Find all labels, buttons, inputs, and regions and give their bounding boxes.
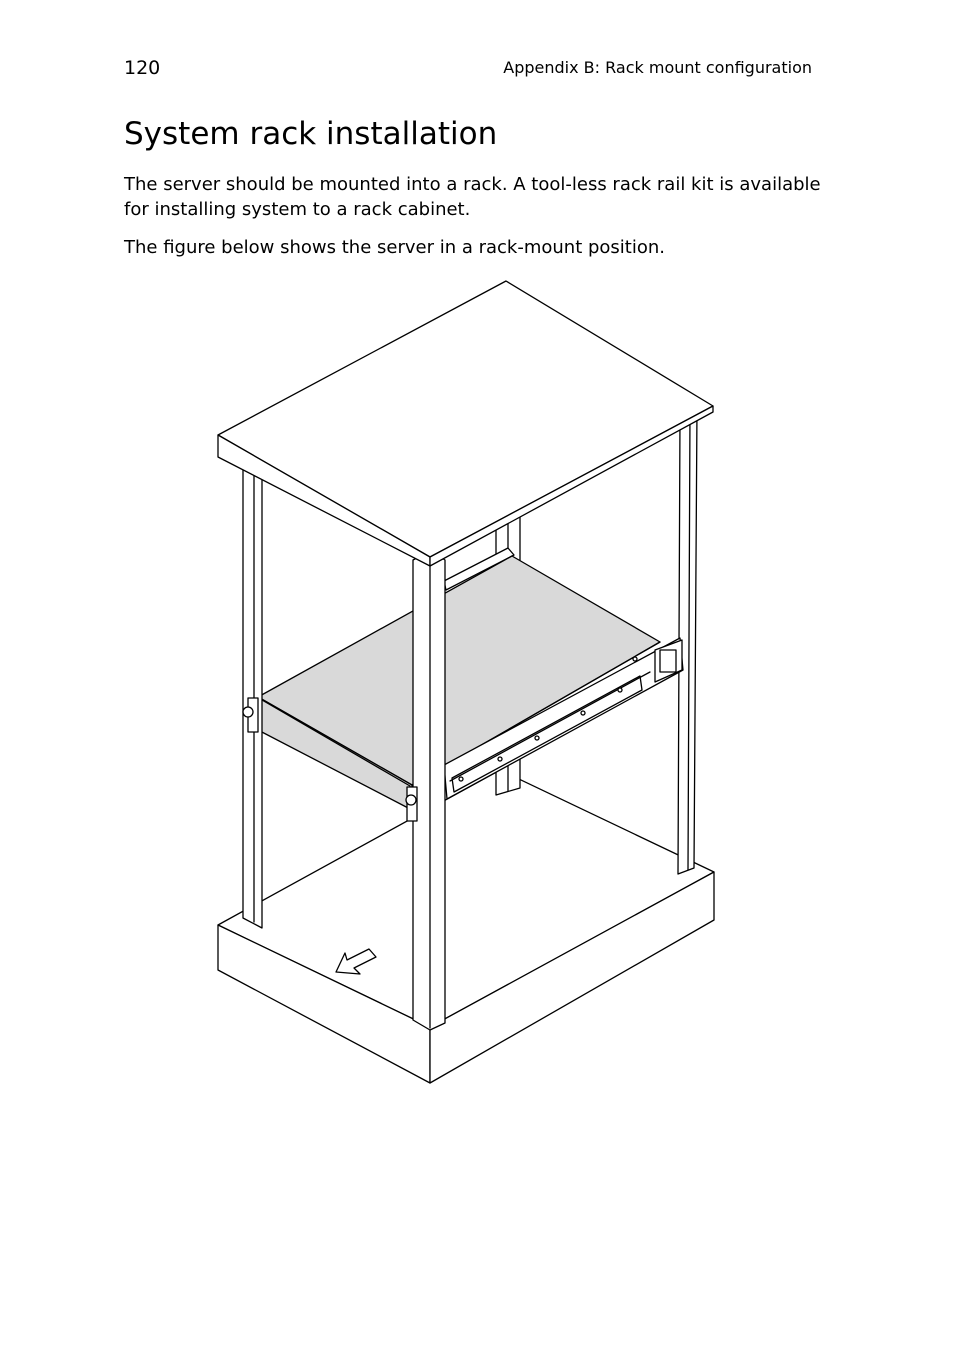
page-number: 120 <box>124 57 161 79</box>
running-header: Appendix B: Rack mount configuration <box>503 58 812 77</box>
intro-paragraph: The server should be mounted into a rack. A tool-less rack rail kit is available for installing system to a rack cabinet. <box>124 174 821 220</box>
page-title: System rack installation <box>124 116 498 152</box>
rail-latch <box>655 640 682 682</box>
right-rack-ear <box>406 787 417 821</box>
rack-base <box>218 770 714 1083</box>
rack-top-panel <box>218 281 713 566</box>
front-right-post <box>413 551 445 1030</box>
figure-caption-paragraph: The figure below shows the server in a rack-mount position. <box>124 237 666 258</box>
front-left-post <box>243 458 262 928</box>
